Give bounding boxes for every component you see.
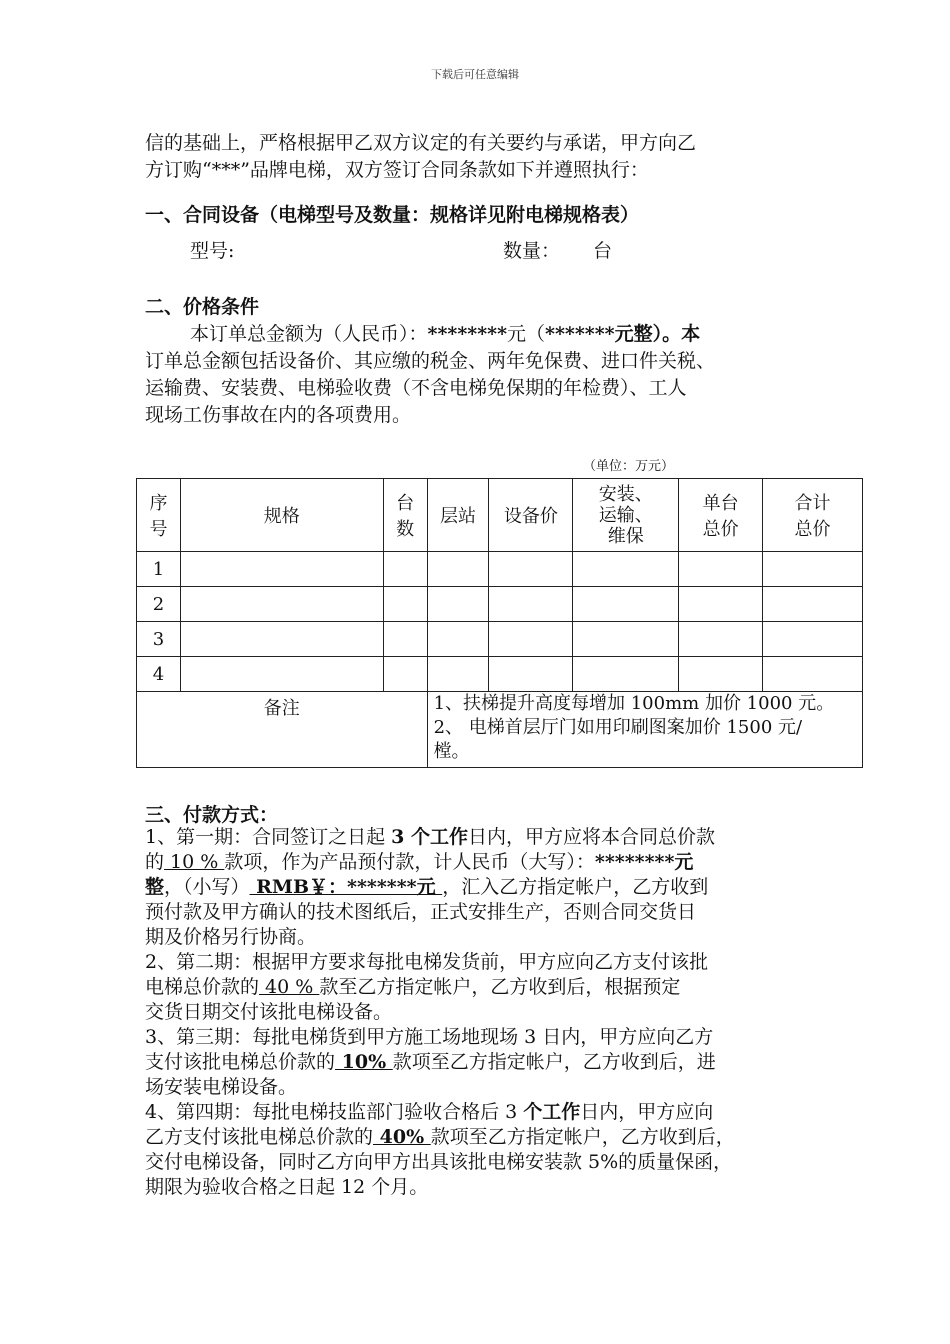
price-line: 订单总金额包括设备价、其应缴的税金、两年免保费、进口件关税、 xyxy=(145,350,716,372)
table-cell xyxy=(763,622,863,657)
underlined-value: 40 % xyxy=(259,976,320,998)
table-cell xyxy=(489,657,573,692)
header-text: 台 xyxy=(396,493,415,514)
header-text: 单台 xyxy=(702,493,739,514)
table-cell xyxy=(489,622,573,657)
text-span: 款项，作为产品预付款，计人民币（大写）： xyxy=(224,851,595,873)
header-text: 序 xyxy=(149,493,168,514)
header-text: 数 xyxy=(396,519,415,540)
payment-line xyxy=(145,850,825,875)
intro-paragraph xyxy=(145,130,825,184)
text-span: 电梯总价款的 xyxy=(145,976,260,998)
table-cell xyxy=(180,657,383,692)
underlined-value: 10% xyxy=(335,1051,393,1073)
table-cell xyxy=(383,552,427,587)
table-cell xyxy=(573,552,679,587)
header-text: 安装、 xyxy=(598,483,653,505)
payment-line: 3、第三期：每批电梯货到甲方施工场地现场 3 日内，甲方应向乙方 xyxy=(145,1026,714,1048)
payment-line: 交付电梯设备，同时乙方向甲方出具该批电梯安装款 5%的质量保函， xyxy=(145,1151,733,1173)
text-span: 个工作 xyxy=(523,1101,581,1123)
remarks-content xyxy=(427,692,862,768)
table-cell xyxy=(427,622,489,657)
table-cell xyxy=(383,622,427,657)
header-unit-total xyxy=(679,479,763,552)
header-text: 总价 xyxy=(702,519,739,540)
qty-label: 数量： xyxy=(503,240,561,262)
table-cell xyxy=(763,587,863,622)
remarks-label: 备注 xyxy=(137,692,428,768)
table-row xyxy=(137,552,863,587)
payment-period-2 xyxy=(145,950,825,1025)
text-span: ，汇入乙方指定帐户，乙方收到 xyxy=(442,876,709,898)
underlined-value: 40% xyxy=(373,1126,431,1148)
payment-line: 交货日期交付该批电梯设备。 xyxy=(145,1001,393,1023)
underlined-value: RMB￥：*******元 xyxy=(249,876,443,898)
table-cell xyxy=(427,587,489,622)
text-span: 款至乙方指定帐户，乙方收到后，根据预定 xyxy=(319,976,681,998)
table-cell xyxy=(489,552,573,587)
table-cell xyxy=(427,552,489,587)
table-cell xyxy=(489,587,573,622)
payment-line xyxy=(145,975,825,1000)
text-span: ********元 xyxy=(594,851,694,873)
header-equip-price: 设备价 xyxy=(489,479,573,552)
payment-line: 场安装电梯设备。 xyxy=(145,1076,298,1098)
payment-line xyxy=(145,1050,825,1075)
intro-line: 方订购“***”品牌电梯，双方签订合同条款如下并遵照执行： xyxy=(145,159,649,181)
table-cell xyxy=(763,552,863,587)
header-text: 运输、 xyxy=(598,504,653,526)
payment-line: 预付款及甲方确认的技术图纸后，正式安排生产，否则合同交货日 xyxy=(145,901,697,923)
payment-line: 期及价格另行协商。 xyxy=(145,926,317,948)
table-cell xyxy=(383,657,427,692)
header-seq xyxy=(137,479,181,552)
text-span: 的 xyxy=(145,851,165,873)
text-span: 整 xyxy=(145,876,165,898)
header-install xyxy=(573,479,679,552)
table-cell xyxy=(180,622,383,657)
text-span: 3 个工作 xyxy=(391,826,468,848)
table-cell xyxy=(427,657,489,692)
elevator-spec-table xyxy=(136,478,863,768)
header-note: 下载后可任意编辑 xyxy=(431,68,519,81)
price-line: 现场工伤事故在内的各项费用。 xyxy=(145,404,412,426)
table-cell xyxy=(679,657,763,692)
payment-line: 期限为验收合格之日起 12 个月。 xyxy=(145,1176,429,1198)
table-header-row xyxy=(137,479,863,552)
section2-title: 二、价格条件 xyxy=(145,296,260,318)
header-text: 合计 xyxy=(794,493,831,514)
payment-period-4 xyxy=(145,1100,825,1200)
header-sum-total xyxy=(763,479,863,552)
table-row xyxy=(137,587,863,622)
payment-period-3 xyxy=(145,1025,825,1100)
table-cell xyxy=(679,552,763,587)
payment-line xyxy=(145,825,825,850)
table-cell xyxy=(180,552,383,587)
table-cell xyxy=(679,622,763,657)
text-span: 4、第四期：每批电梯技监部门验收合格后 3 xyxy=(145,1101,524,1123)
text-span: ，（小写） xyxy=(164,876,250,898)
payment-period-1 xyxy=(145,825,825,950)
text-span: 支付该批电梯总价款的 xyxy=(145,1051,336,1073)
header-count xyxy=(383,479,427,552)
table-row xyxy=(137,657,863,692)
price-line xyxy=(145,321,825,348)
header-text: 号 xyxy=(149,519,168,540)
table-cell xyxy=(679,587,763,622)
section3-title: 三、付款方式： xyxy=(145,804,279,826)
row-seq: 1 xyxy=(137,552,181,587)
text-span: 1、第一期：合同签订之日起 xyxy=(145,826,392,848)
remarks-row xyxy=(137,692,863,768)
table-cell xyxy=(573,657,679,692)
header-floors: 层站 xyxy=(427,479,489,552)
header-text: 总价 xyxy=(794,519,831,540)
row-seq: 2 xyxy=(137,587,181,622)
intro-line: 信的基础上，严格根据甲乙双方议定的有关要约与承诺，甲方向乙 xyxy=(145,132,697,154)
unit-note: （单位：万元） xyxy=(583,459,675,474)
text-span: 本订单总金额为（人民币）： xyxy=(190,323,428,345)
text-span: 款项至乙方指定帐户，乙方收到后， xyxy=(430,1126,735,1148)
remark-line: 2、 电梯首层厅门如用印刷图案加价 1500 元/ xyxy=(433,717,803,738)
row-seq: 4 xyxy=(137,657,181,692)
text-span: 。本 xyxy=(662,323,701,345)
text-span: 日内，甲方应将本合同总价款 xyxy=(467,826,715,848)
qty-unit: 台 xyxy=(593,240,613,262)
section1-title: 一、合同设备（电梯型号及数量：规格详见附电梯规格表） xyxy=(145,204,640,226)
payment-line: 2、第二期：根据甲方要求每批电梯发货前，甲方应向乙方支付该批 xyxy=(145,951,709,973)
table-cell xyxy=(383,587,427,622)
text-span: 元（ xyxy=(507,323,546,345)
remark-line: 樘。 xyxy=(433,741,470,762)
table-row xyxy=(137,622,863,657)
text-span: 日内，甲方应向 xyxy=(580,1101,714,1123)
remark-line: 1、扶梯提升高度每增加 100mm 加价 1000 元。 xyxy=(433,693,835,714)
underlined-value: 10 % xyxy=(164,851,225,873)
table-cell xyxy=(573,587,679,622)
price-paragraph xyxy=(145,321,825,429)
text-span: 款项至乙方指定帐户，乙方收到后，进 xyxy=(392,1051,716,1073)
payment-line xyxy=(145,1125,825,1150)
table-cell xyxy=(573,622,679,657)
payment-line xyxy=(145,1100,825,1125)
model-label: 型号: xyxy=(190,240,235,262)
header-text: 维保 xyxy=(607,525,644,547)
table-cell xyxy=(763,657,863,692)
price-line: 运输费、安装费、电梯验收费（不含电梯免保期的年检费）、工人 xyxy=(145,377,687,399)
text-span: 乙方支付该批电梯总价款的 xyxy=(145,1126,374,1148)
text-span: ******** xyxy=(427,323,508,345)
table-cell xyxy=(180,587,383,622)
payment-line xyxy=(145,875,825,900)
text-span: *******元整） xyxy=(545,323,663,345)
row-seq: 3 xyxy=(137,622,181,657)
header-spec: 规格 xyxy=(180,479,383,552)
